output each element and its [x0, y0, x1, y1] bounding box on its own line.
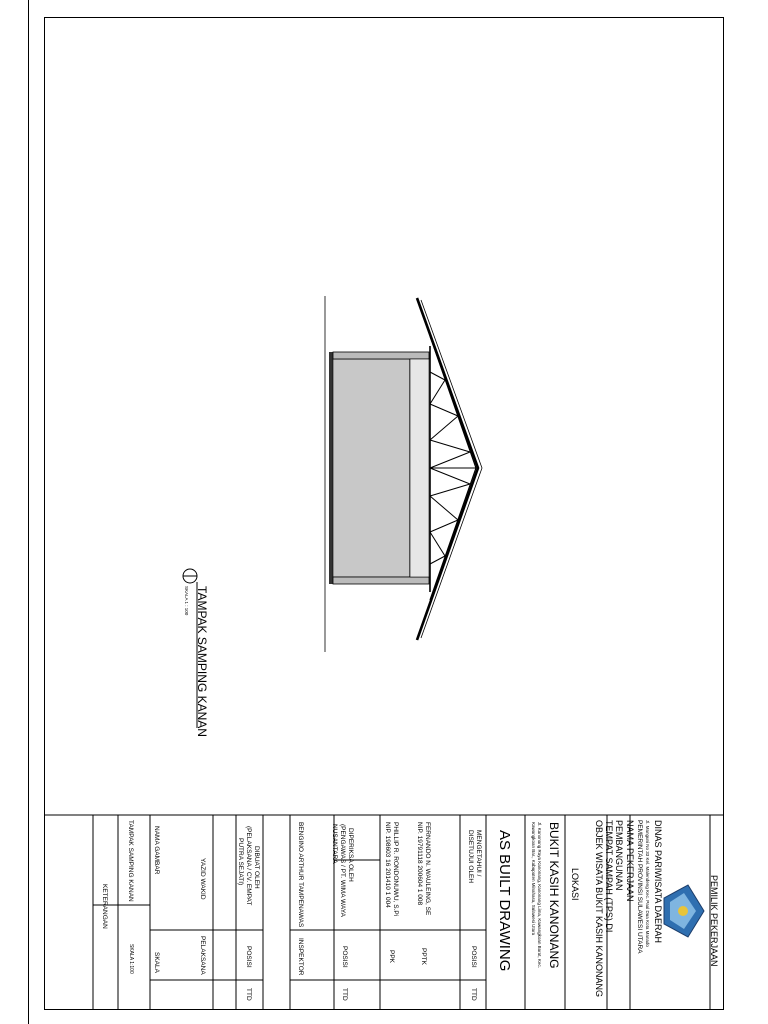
checked-header: DIPERIKSA OLEH: [347, 828, 354, 882]
column-right: [333, 577, 429, 584]
checked-org-2: NUSANTARA: [331, 824, 338, 864]
location-address-1: Jl. Kanonang Raya Kanonang, Kanonang Lima, Kawangkoan Barat, Kec.: [537, 822, 542, 968]
view-title: TAMPAK SAMPING KANAN: [195, 586, 209, 737]
view-scale: SKALA 1 : 100: [184, 586, 189, 616]
approved-header-1: MENGETAHUI /: [475, 830, 482, 877]
approver-1-nip: NIP. 19791118 200604 1 008: [416, 822, 423, 906]
made-sign-header: TTD: [245, 988, 252, 1001]
job-header: NAMA PEKERJAAN: [625, 820, 635, 902]
drawing-status: AS BUILT DRAWING: [496, 830, 513, 972]
made-header: DIBUAT OLEH: [253, 846, 260, 889]
upper-band: [410, 359, 429, 577]
floor-slab: [329, 352, 333, 584]
position-header: POSISI: [470, 946, 477, 968]
column-left: [333, 352, 429, 359]
scale-value: SKALA 1:100: [128, 944, 134, 974]
checked-org-1: (PENGAWAS / PT. WIMA WAYA: [339, 824, 346, 917]
checked-position-header: POSISI: [341, 946, 348, 968]
drawing-name: TAMPAK SAMPING KANAN: [127, 820, 134, 902]
agency-address: Jl. Manguni No 33 Kel. Malendeng Kec. Paal Dua Kota Manado: [645, 820, 650, 947]
wall-panel: [333, 359, 410, 577]
made-org-1: (PELAKSANA / CV. EMPAT: [245, 826, 252, 906]
approver-1-position: PPTK: [420, 948, 427, 965]
maker-name: YAZID WAKID: [199, 858, 206, 900]
inspector-position: INSPEKTOR: [297, 938, 304, 976]
job-line-3: OBJEK WISATA BUKIT KASIH KANONANG: [594, 820, 604, 998]
made-position-header: POSISI: [245, 946, 252, 968]
maker-position: PELAKSANA: [199, 936, 206, 975]
agency-logo-icon: [664, 885, 704, 937]
job-line-1: PEMBANGUNAN: [614, 820, 624, 891]
location-name: BUKIT KASIH KANONANG: [547, 822, 561, 969]
approver-2-position: PPK: [388, 950, 395, 964]
owner-header: PEMILIK PEKERJAAN: [709, 875, 719, 967]
made-org-2: PUTRA SEJATI): [237, 838, 244, 886]
job-line-2: TEMPAT SAMPAH (TPS) DI: [604, 820, 614, 933]
location-address-2: Kawangkoan Bar., Kabupaten Minahasa, Sulawesi Utara: [531, 822, 536, 936]
scale-header: SKALA: [153, 952, 160, 973]
drawing-name-header: NAMA GAMBAR: [153, 826, 160, 875]
government-name: PEMERINTAH PROVINSI SULAWESI UTARA: [636, 820, 643, 954]
checked-sign-header: TTD: [341, 988, 348, 1001]
approver-1-name: FERNANDO N. WAULEING, SE: [424, 822, 431, 916]
approver-2-nip: NIP. 198603 16 201410 1 004: [384, 822, 391, 908]
agency-name: DINAS PARIWISATA DAERAH: [653, 820, 663, 944]
location-header: LOKASI: [570, 868, 580, 901]
sign-header: TTD: [470, 988, 477, 1001]
notes-header: KETERANGAN: [101, 884, 108, 929]
approver-2-name: PHILLIP R. RONDONUWU, S.Pi: [392, 822, 399, 917]
inspector-name: BENGINO ARTHUR TAMPENAWAS: [297, 822, 304, 928]
approved-header-2: DISETUJUI OLEH: [467, 830, 474, 884]
